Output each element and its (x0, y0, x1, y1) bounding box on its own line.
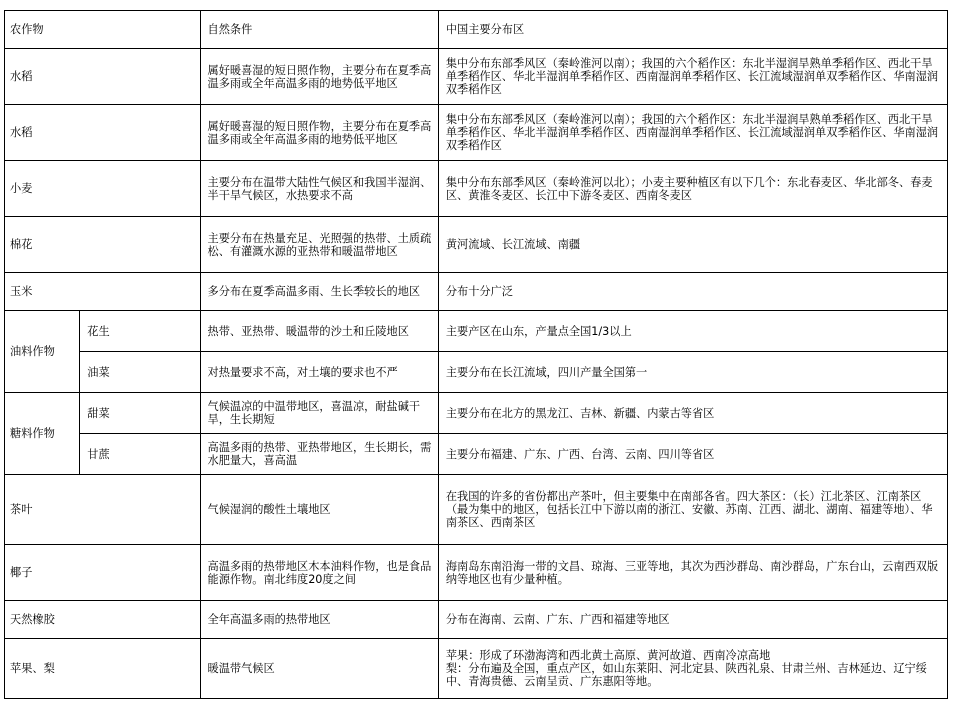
crop-distribution: 分布十分广泛 (438, 273, 947, 311)
group-label-sugar: 糖料作物 (5, 393, 80, 475)
crop-distribution: 黄河流域、长江流域、南疆 (438, 217, 947, 273)
table-row (5, 475, 948, 545)
crop-distribution: 集中分布东部季风区（秦岭淮河以北）；小麦主要种植区有以下几个：东北春麦区、华北部冬、春麦区、黄淮冬麦区、长江中下游冬麦区、西南冬麦区 (438, 161, 947, 217)
table-row (5, 639, 948, 699)
table-row (5, 105, 948, 161)
header-crop: 农作物 (5, 11, 201, 49)
crop-conditions: 主要分布在温带大陆性气候区和我国半湿润、半干旱气候区，水热要求不高 (200, 161, 438, 217)
header-conditions: 自然条件 (200, 11, 438, 49)
sub-crop-name: 甜菜 (80, 393, 200, 434)
crop-distribution: 海南岛东南沿海一带的文昌、琼海、三亚等地，其次为西沙群岛、南沙群岛，广东台山，云南西双版纳等地区也有少量种植。 (438, 545, 947, 601)
crop-name: 玉米 (5, 273, 201, 311)
crop-conditions: 多分布在夏季高温多雨、生长季较长的地区 (200, 273, 438, 311)
table-row (5, 49, 948, 105)
sub-crop-name: 甘蔗 (80, 434, 200, 475)
crop-name: 小麦 (5, 161, 201, 217)
crop-distribution: 在我国的许多的省份都出产茶叶，但主要集中在南部各省。四大茶区：（长）江北茶区、江南茶区（最为集中的地区，包括长江中下游以南的浙江、安徽、苏南、江西、湖北、湖南、福建等地）、华南茶区、西南茶区 (438, 475, 947, 545)
crop-name: 椰子 (5, 545, 201, 601)
table-row (5, 352, 948, 393)
crop-conditions: 对热量要求不高，对土壤的要求也不严 (200, 352, 438, 393)
crop-name: 水稻 (5, 49, 201, 105)
crop-conditions: 气候湿润的酸性土壤地区 (200, 475, 438, 545)
crop-conditions: 气候温凉的中温带地区，喜温凉，耐盐碱干旱，生长期短 (200, 393, 438, 434)
crop-distribution-table (4, 10, 948, 699)
crop-conditions: 高温多雨的热带地区木本油料作物，也是食品能源作物。南北纬度20度之间 (200, 545, 438, 601)
crop-conditions: 热带、亚热带、暖温带的沙土和丘陵地区 (200, 311, 438, 352)
crop-distribution (438, 639, 947, 699)
crop-distribution: 主要分布福建、广东、广西、台湾、云南、四川等省区 (438, 434, 947, 475)
crop-conditions: 属好暖喜湿的短日照作物，主要分布在夏季高温多雨或全年高温多雨的地势低平地区 (200, 49, 438, 105)
pear-distribution: 梨：分布遍及全国，重点产区，如山东莱阳、河北定县、陕西礼泉、甘肃兰州、吉林延边、辽宁绥中、青海贵德、云南呈贡、广东惠阳等地。 (445, 662, 927, 688)
table-row (5, 161, 948, 217)
crop-name: 茶叶 (5, 475, 201, 545)
crop-distribution: 分布在海南、云南、广东、广西和福建等地区 (438, 601, 947, 639)
table-row (5, 217, 948, 273)
crop-distribution: 主要分布在北方的黑龙江、吉林、新疆、内蒙古等省区 (438, 393, 947, 434)
sub-crop-name: 油菜 (80, 352, 200, 393)
crop-name: 棉花 (5, 217, 201, 273)
table-row (5, 545, 948, 601)
table-header-row (5, 11, 948, 49)
table-row (5, 393, 948, 434)
crop-conditions: 属好暖喜湿的短日照作物，主要分布在夏季高温多雨或全年高温多雨的地势低平地区 (200, 105, 438, 161)
crop-conditions: 暖温带气候区 (200, 639, 438, 699)
crop-name: 天然橡胶 (5, 601, 201, 639)
table-row (5, 311, 948, 352)
crop-conditions: 高温多雨的热带、亚热带地区，生长期长，需水肥量大，喜高温 (200, 434, 438, 475)
crop-distribution: 主要分布在长江流域，四川产量全国第一 (438, 352, 947, 393)
crop-distribution: 集中分布东部季风区（秦岭淮河以南）；我国的六个稻作区：东北半湿润旱熟单季稻作区、西北干旱单季稻作区、华北半湿润单季稻作区、西南湿润单季稻作区、长江流域湿润单双季稻作区、华南湿润双季稻作区 (438, 49, 947, 105)
table-row (5, 434, 948, 475)
group-label-oil: 油料作物 (5, 311, 80, 393)
crop-conditions: 主要分布在热量充足、光照强的热带、土质疏松、有灌溉水源的亚热带和暖温带地区 (200, 217, 438, 273)
crop-name: 苹果、梨 (5, 639, 201, 699)
table-row (5, 273, 948, 311)
crop-distribution: 集中分布东部季风区（秦岭淮河以南）；我国的六个稻作区：东北半湿润旱熟单季稻作区、西北干旱单季稻作区、华北半湿润单季稻作区、西南湿润单季稻作区、长江流域湿润单双季稻作区、华南湿润双季稻作区 (438, 105, 947, 161)
crop-conditions: 全年高温多雨的热带地区 (200, 601, 438, 639)
crop-distribution: 主要产区在山东，产量点全国1/3以上 (438, 311, 947, 352)
crop-distribution-sheet (4, 10, 948, 699)
header-distribution: 中国主要分布区 (438, 11, 947, 49)
apple-distribution: 苹果：形成了环渤海湾和西北黄土高原、黄河故道、西南冷凉高地 (445, 649, 771, 662)
sub-crop-name: 花生 (80, 311, 200, 352)
crop-name: 水稻 (5, 105, 201, 161)
table-row (5, 601, 948, 639)
